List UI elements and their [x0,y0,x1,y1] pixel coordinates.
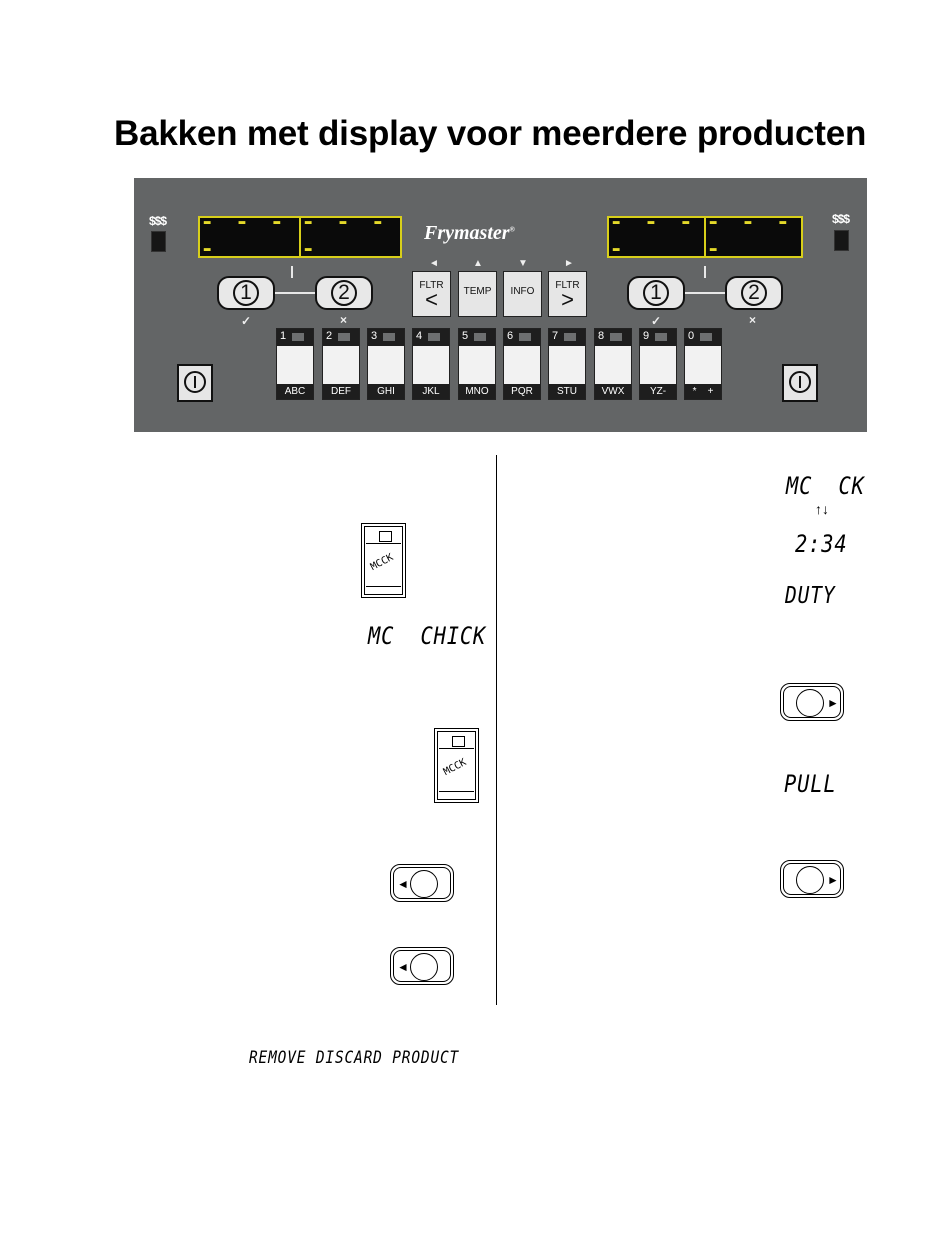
alternating-arrows-icon: ↑↓ [815,501,829,517]
key-led-outline [452,736,465,747]
key-number: 9 [643,330,650,342]
display-timer: 2:34 [795,530,848,558]
product-key-6[interactable] [503,328,541,400]
key-letters: VWX [595,384,631,399]
right-lane-1-button[interactable] [627,276,685,310]
lane-1-number: 1 [233,280,259,306]
down-arrow-icon: ▼ [518,258,528,269]
left-arrow-icon: ◄ [429,258,439,269]
page-title: Bakken met display voor meerdere producten [114,114,867,153]
button-circle [410,953,438,981]
product-key-illustration [434,728,479,803]
key-number: 7 [552,330,559,342]
display-duty: DUTY [785,583,836,609]
lane-1-number: 1 [643,280,669,306]
key-letters: YZ- [640,384,676,399]
frymaster-logo [424,222,515,245]
right-lane-button-illustration [780,683,844,721]
key-letters: GHI [368,384,404,399]
logo-text: Frymaster [424,222,510,244]
lane-connector-right [704,266,706,278]
product-key-4[interactable] [412,328,450,400]
button-circle [796,866,824,894]
registered-mark: ® [509,225,515,234]
check-icon: ✓ [241,314,252,328]
button-circle [796,689,824,717]
key-led-outline [379,531,392,542]
lane-2-number: 2 [741,280,767,306]
key-led [519,333,531,341]
product-key-8[interactable] [594,328,632,400]
key-header [549,329,585,346]
key-led [610,333,622,341]
key-divider-bottom [439,791,474,792]
check-icon: ✓ [651,314,662,328]
left-display [198,210,402,264]
key-led [428,333,440,341]
key-letters: JKL [413,384,449,399]
key-product-label: MCCK [441,756,469,779]
key-led [564,333,576,341]
right-display [607,210,803,264]
key-product-label: MCCK [368,551,396,574]
key-number: 0 [688,330,695,342]
up-arrow-icon: ▲ [473,258,483,269]
key-letters: STU [549,384,585,399]
button-label: TEMP [463,286,492,297]
product-key-5[interactable] [458,328,496,400]
key-number: 8 [598,330,605,342]
key-led [383,333,395,341]
lane-2-number: 2 [331,280,357,306]
key-divider-top [439,748,474,749]
power-icon [789,371,811,393]
filter-left-button[interactable] [412,271,451,317]
right-lane-2-button[interactable] [725,276,783,310]
left-lane-button-illustration [390,864,454,902]
button-sub: < [425,287,438,312]
display-mc-ck: MC CK [786,472,865,500]
key-number: 2 [326,330,333,342]
key-led [700,333,712,341]
key-header [504,329,540,346]
button-label: FLTR [555,280,580,291]
left-display-lane-1: - - - - [200,210,288,264]
product-key-9[interactable] [639,328,677,400]
left-lane-2-button[interactable] [315,276,373,310]
left-display-lane-2: - - - - [299,218,400,256]
key-header [323,329,359,346]
lane-connector-left [291,266,293,278]
left-lane-button-illustration [390,947,454,985]
power-icon [184,371,206,393]
power-button-left[interactable] [177,364,213,402]
right-arrow-icon: ► [564,258,574,269]
product-key-illustration [361,523,406,598]
key-header [277,329,313,346]
key-header [413,329,449,346]
product-key-0[interactable] [684,328,722,400]
display-mc-chick: MC CHICK [368,622,487,650]
button-circle [410,870,438,898]
key-header [368,329,404,346]
button-sub: > [561,287,574,312]
key-divider-bottom [366,586,401,587]
filter-right-button[interactable] [548,271,587,317]
key-letters: PQR [504,384,540,399]
right-lane-button-illustration [780,860,844,898]
product-key-1[interactable] [276,328,314,400]
product-key-7[interactable] [548,328,586,400]
right-arrow-icon: ► [827,696,839,710]
key-number: 5 [462,330,469,342]
temp-button[interactable] [458,271,497,317]
heat-indicator-left [151,231,166,252]
controller-panel [134,178,867,432]
key-divider-top [366,543,401,544]
left-arrow-icon: ◄ [397,877,409,891]
product-key-3[interactable] [367,328,405,400]
key-header [595,329,631,346]
key-letters: ABC [277,384,313,399]
display-pull: PULL [784,770,837,798]
key-led [655,333,667,341]
right-arrow-icon: ► [827,873,839,887]
display-remove-discard-product: REMOVE DISCARD PRODUCT [249,1048,460,1068]
left-arrow-icon: ◄ [397,960,409,974]
left-lane-1-button[interactable] [217,276,275,310]
product-key-2[interactable] [322,328,360,400]
heat-symbol-left: $$$ [149,214,167,228]
power-button-right[interactable] [782,364,818,402]
button-label: FLTR [419,280,444,291]
column-divider [496,455,497,1005]
x-icon: × [749,313,757,327]
x-icon: × [340,313,348,327]
key-letters: DEF [323,384,359,399]
key-led [338,333,350,341]
key-letters: MNO [459,384,495,399]
heat-indicator-right [834,230,849,251]
key-number: 3 [371,330,378,342]
key-header [459,329,495,346]
right-display-lane-2: - - - - [704,218,801,256]
key-number: 1 [280,330,287,342]
key-number: 6 [507,330,514,342]
info-button[interactable] [503,271,542,317]
key-number: 4 [416,330,423,342]
key-header [640,329,676,346]
key-led [292,333,304,341]
key-header [685,329,721,346]
heat-symbol-right: $$$ [832,212,850,226]
key-letters: * + [685,384,721,399]
key-led [474,333,486,341]
button-label: INFO [510,286,535,297]
right-display-lane-1: - - - - [609,210,697,264]
